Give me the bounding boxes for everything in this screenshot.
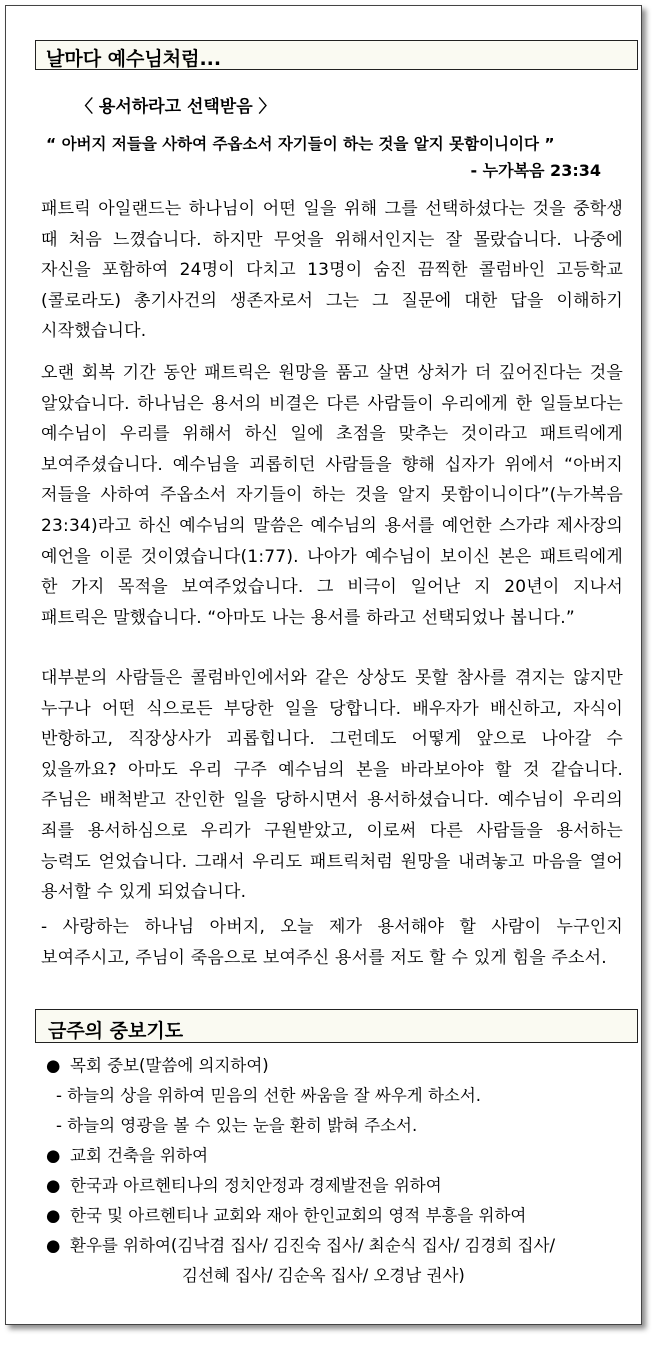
paragraph-1: 패트릭 아일랜드는 하나님이 어떤 일을 위해 그를 선택하셨다는 것을 중학생 때 처음 느꼈습니다. 하지만 무엇을 위해서인지는 잘 몰랐습니다. 나중에 자신을 포함하여 24명이 다치고 13명이 숨진 끔찍한 콜럼바인 고등학교(콜로라도) 총기사건의 생존자로서 그는 그 질문에 대한 답을 이해하기 시작했습니다. <box>41 199 623 342</box>
prayer-item-text: 한국 및 아르헨티나 교회와 재아 한인교회의 영적 부흥을 위하여 <box>70 1206 527 1225</box>
paragraph-3: 대부분의 사람들은 콜럼바인에서와 같은 상상도 못할 참사를 겪지는 않지만 누구나 어떤 식으로든 부당한 일을 당합니다. 배우자가 배신하고, 자식이 반항하고, 직장상사가 괴롭힙니다. 그런데도 어떻게 앞으로 나아갈 수 있을까요? 아마도 우리 구주 예수님의 본을 바라보아야 할 것 같습니다. 주님은 배척받고 잔인한 일을 당하시면서 용서하셨습니다. 예수님이 우리의 죄를 용서하심으로 우리가 구원받았고, 이로써 다른 사람들을 용서하는 능력도 얻었습니다. 그래서 우리도 패트릭처럼 원망을 내려놓고 마음을 열어 용서할 수 있게 되었습니다. <box>41 668 623 903</box>
bullet-icon: ● <box>46 1176 61 1195</box>
bible-verse: “ 아버지 저들을 사하여 주옵소서 자기들이 하는 것을 알지 못함이니이다 ” <box>46 135 555 153</box>
prayer-item <box>46 1081 636 1111</box>
prayer-item-text: - 하늘의 상을 위하여 믿음의 선한 싸움을 잘 싸우게 하소서. <box>56 1086 481 1105</box>
paragraph-2: 오랜 회복 기간 동안 패트릭은 원망을 품고 살면 상처가 더 깊어진다는 것을 알았습니다. 하나님은 용서의 비결은 다른 사람들이 우리에게 한 일들보다는 예수님이 우리를 위해서 하신 일에 초점을 맞추는 것이라고 패트릭에게 보여주셨습니다. 예수님을 괴롭히던 사람들을 향해 십자가 위에서 “아버지 저들을 사하여 주옵소서 자기들이 하는 것을 알지 못함이니이다”(누가복음 23:34)라고 하신 예수님의 말씀은 예수님의 용서를 예언한 스가랴 제사장의 예언을 이룬 것이였습니다(1:77). 나아가 예수님이 보이신 본은 패트릭에게 한 가지 목적을 보여주었습니다. 그 비극이 일어난 지 20년이 지나서 패트릭은 말했습니다. “아마도 나는 용서를 하라고 선택되었나 봅니다.” <box>41 363 623 628</box>
bullet-icon: ● <box>46 1146 61 1165</box>
prayer-item <box>46 1231 636 1261</box>
prayer-item-text: 김선혜 집사/ 김순옥 집사/ 오경남 권사) <box>182 1266 465 1285</box>
prayer-list <box>46 1051 636 1291</box>
prayer-item-text: - 하늘의 영광을 볼 수 있는 눈을 환히 밝혀 주소서. <box>56 1116 418 1135</box>
prayer-item <box>46 1051 636 1081</box>
prayer-item <box>46 1201 636 1231</box>
page-title: 날마다 예수님처럼... <box>35 40 638 70</box>
prayer-section-title: 금주의 중보기도 <box>35 1009 638 1043</box>
verse-reference: - 누가복음 23:34 <box>470 161 601 180</box>
prayer-item-text: 환우를 위하여(김낙겸 집사/ 김진숙 집사/ 최순식 집사/ 김경희 집사/ <box>70 1236 556 1255</box>
devotion-subtitle: 〈 용서하라고 선택받음 〉 <box>76 97 276 117</box>
bulletin-page <box>5 5 642 1325</box>
prayer-item <box>46 1261 636 1291</box>
closing-prayer: - 사랑하는 하나님 아버지, 오늘 제가 용서해야 할 사람이 누구인지 보여주시고, 주님이 죽음으로 보여주신 용서를 저도 할 수 있게 힘을 주소서. <box>41 917 623 968</box>
prayer-item <box>46 1141 636 1171</box>
bullet-icon: ● <box>46 1206 61 1225</box>
prayer-item-text: 교회 건축을 위하여 <box>70 1146 209 1165</box>
prayer-item-text: 한국과 아르헨티나의 정치안정과 경제발전을 위하여 <box>70 1176 442 1195</box>
bullet-icon: ● <box>46 1236 61 1255</box>
bullet-icon: ● <box>46 1056 61 1075</box>
prayer-item <box>46 1111 636 1141</box>
prayer-item <box>46 1171 636 1201</box>
prayer-item-text: 목회 중보(말씀에 의지하여) <box>70 1056 269 1075</box>
